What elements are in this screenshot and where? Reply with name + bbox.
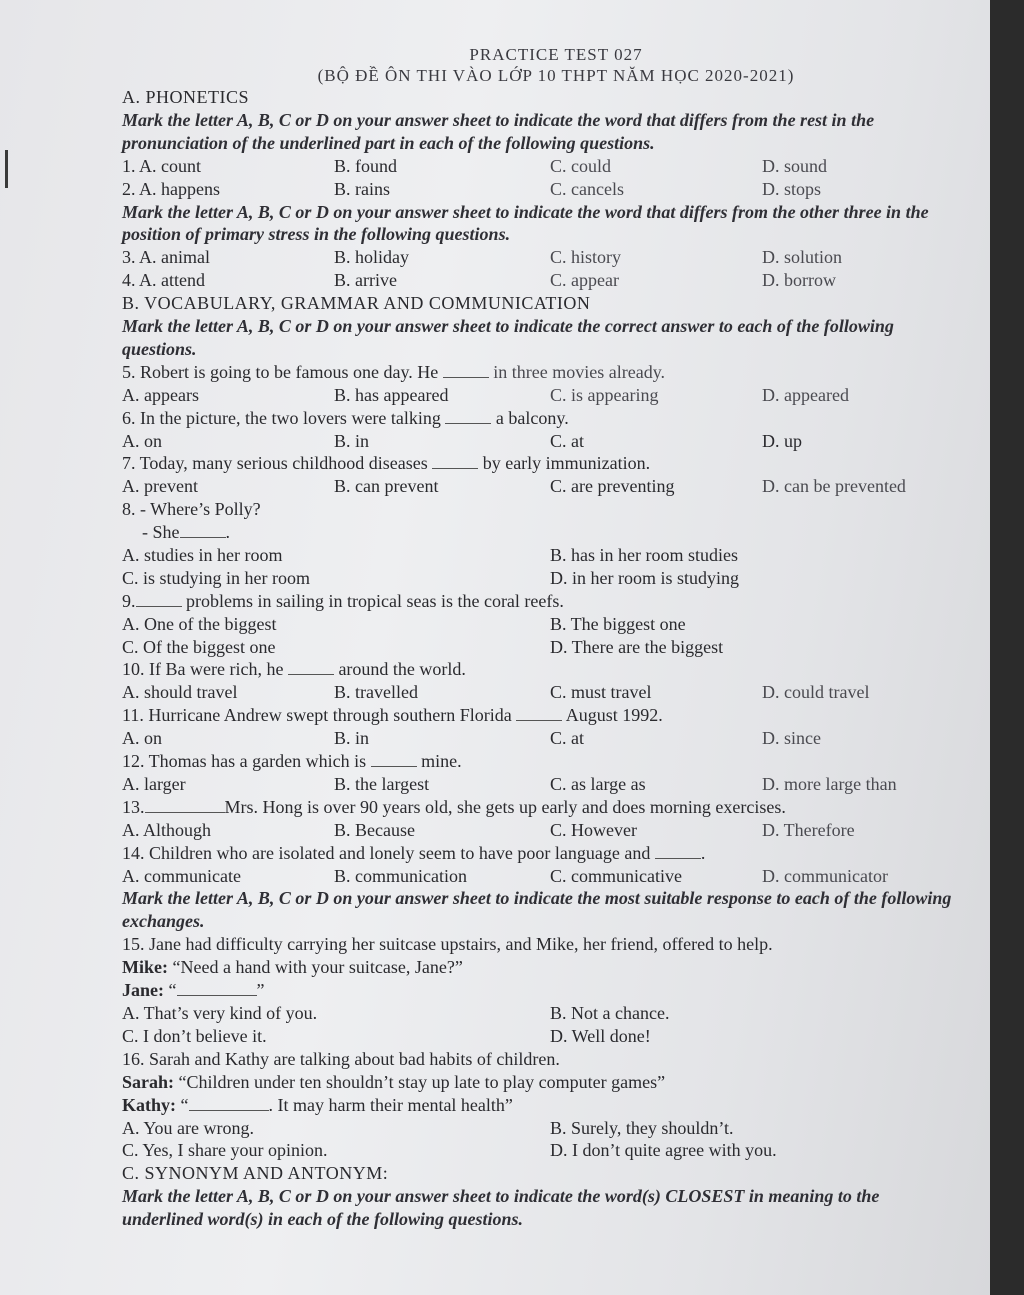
option-b: B. can prevent [334,476,439,497]
option-c: C. must travel [550,682,652,703]
question-row [122,636,960,659]
answer-blank [445,409,491,424]
question-row [122,178,960,201]
text-span: 12. Thomas has a garden which is [122,751,367,772]
option-c: C. cancels [550,178,624,199]
option-d: D. since [762,728,821,749]
question-stem [122,796,960,819]
answer-blank [432,454,478,469]
answer-blank [180,523,226,538]
dialogue-line [122,979,960,1002]
question-stem [122,361,960,384]
text-span: by early immunization. [482,453,651,474]
option-c: C. at [550,728,584,749]
option-c: C. is appearing [550,384,659,405]
text-span: 10. If Ba were rich, he [122,659,284,680]
text-span: Mike: [122,957,168,978]
text-span: 14. Children who are isolated and lonely seem to have poor language and [122,842,651,863]
option-d: D. sound [762,155,828,176]
page-edge-mark [5,150,8,188]
option-b: B. has in her room studies [550,545,738,566]
option-d: D. Therefore [762,819,855,840]
text-span: “Children under ten shouldn’t stay up late to play computer games” [178,1071,666,1092]
option-b: B. in [334,728,370,749]
option-a: A. communicate [122,865,241,886]
answer-blank [371,752,417,767]
question-row [122,681,960,704]
answer-blank [443,363,489,378]
question-row [122,269,960,292]
question-stem: 15. Jane had difficulty carrying her suitcase upstairs, and Mike, her friend, offered to help. [122,934,773,955]
option-b: B. Not a chance. [550,1003,670,1023]
question-stem [122,704,960,727]
question-row [122,819,960,842]
option-b: B. arrive [334,270,397,291]
question-row [122,567,960,590]
text-span: 7. Today, many serious childhood diseases [122,453,428,474]
option-a: A. One of the biggest [122,613,277,634]
text-span: “ [180,1094,189,1115]
test-subtitle: (BỘ ĐỀ ÔN THI VÀO LỚP 10 THPT NĂM HỌC 2020-2021) [317,66,795,85]
option-a: A. That’s very kind of you. [122,1003,318,1023]
question-stem: 16. Sarah and Kathy are talking about bad habits of children. [122,1048,560,1069]
option-c: C. communicative [550,865,682,886]
question-row [122,1025,960,1048]
question-stem: 8. - Where’s Polly? [122,499,261,520]
text-span: . [700,842,706,863]
text-span: August 1992. [565,705,663,726]
text-span: problems in sailing in tropical seas is the coral reefs. [186,590,564,611]
answer-blank [655,844,701,859]
text-span: - She [142,522,180,543]
instruction-pronunciation: Mark the letter A, B, C or D on your answer sheet to indicate the word that differs from the rest in the pronunciation of the underlined part in each of the following questions. [122,109,875,153]
instruction-response: Mark the letter A, B, C or D on your answer sheet to indicate the most suitable response to each of the following exchanges. [122,888,952,932]
instruction-correct-answer: Mark the letter A, B, C or D on your answer sheet to indicate the correct answer to each of the following questions. [122,316,894,359]
option-a: 3. A. animal [122,247,210,268]
option-a: 1. A. count [122,155,201,176]
question-row [122,544,960,567]
option-c: C. is studying in her room [122,567,310,588]
answer-blank [177,981,257,996]
option-d: D. solution [762,247,843,268]
option-a: A. studies in her room [122,545,283,566]
option-a: A. Although [122,819,212,840]
text-span: 13. [122,796,145,817]
option-b: B. travelled [334,682,418,703]
text-span: “ [168,980,177,1001]
text-span: 11. Hurricane Andrew swept through southern Florida [122,705,512,726]
option-d: D. in her room is studying [550,567,739,588]
text-span: Jane: [122,980,164,1001]
section-c-heading: C. SYNONYM AND ANTONYM: [122,1163,389,1184]
question-stem [122,590,960,613]
instruction-synonym: Mark the letter A, B, C or D on your answer sheet to indicate the word(s) CLOSEST in meaning to the underlined word(s) in each of the following questions. [122,1186,880,1230]
dialogue-line [122,956,960,979]
text-span: around the world. [338,659,466,680]
text-span: Kathy: [122,1094,176,1115]
option-d: D. communicator [762,865,888,886]
question-row [122,1117,960,1140]
answer-blank [145,798,225,813]
answer-blank [516,706,562,721]
option-b: B. Surely, they shouldn’t. [550,1117,734,1138]
question-row [122,1002,960,1025]
question-row [122,1139,960,1162]
option-b: B. The biggest one [550,613,686,634]
option-d: D. could travel [762,682,870,703]
option-c: C. However [550,819,637,840]
option-b: B. holiday [334,247,409,268]
option-b: B. has appeared [334,384,449,405]
question-row [122,155,960,178]
option-c: C. could [550,155,611,176]
text-span: mine. [421,751,462,772]
question-stem [122,407,960,430]
question-row [122,246,960,269]
question-stem [122,842,960,865]
option-a: 4. A. attend [122,270,205,291]
answer-blank [288,660,334,675]
text-span: Mrs. Hong is over 90 years old, she gets up early and does morning exercises. [224,796,786,817]
section-a-heading: A. PHONETICS [122,87,250,107]
question-stem [122,658,960,681]
text-span: Sarah: [122,1071,175,1092]
answer-blank [189,1096,269,1111]
option-b: B. communication [334,865,467,886]
question-row [122,773,960,796]
question-row [122,865,960,888]
option-a: A. larger [122,773,186,794]
option-b: B. in [334,430,370,451]
text-span: 9. [122,590,136,611]
option-c: C. Of the biggest one [122,636,276,657]
text-span: “Need a hand with your suitcase, Jane?” [172,957,463,978]
option-c: C. as large as [550,773,646,794]
option-a: A. prevent [122,476,198,497]
option-c: C. at [550,430,584,451]
dialogue-line [122,1094,960,1117]
option-a: A. on [122,430,162,451]
option-c: C. history [550,247,622,268]
option-d: D. stops [762,178,822,199]
text-span: . [225,522,230,543]
question-stem [122,452,960,475]
option-a: A. on [122,728,162,749]
text-span: in three movies already. [493,361,666,382]
text-span: ” [256,980,265,1001]
question-row [122,475,960,498]
question-row [122,384,960,407]
option-d: D. I don’t quite agree with you. [550,1140,777,1161]
question-row [122,727,960,750]
option-d: D. more large than [762,773,897,794]
option-d: D. Well done! [550,1025,651,1046]
text-span: 6. In the picture, the two lovers were talking [122,407,441,428]
option-d: D. borrow [762,270,836,291]
instruction-stress: Mark the letter A, B, C or D on your answer sheet to indicate the word that differs from the other three in the position of primary stress in the following questions. [122,201,929,245]
option-a: A. should travel [122,682,238,703]
test-title: PRACTICE TEST 027 [469,45,643,64]
question-row [122,613,960,636]
option-b: B. rains [334,178,390,199]
dialogue-line [122,1071,960,1094]
option-a: A. You are wrong. [122,1117,254,1138]
option-d: D. up [762,430,802,451]
question-stem [122,750,960,773]
option-b: B. Because [334,819,415,840]
section-b-heading: B. VOCABULARY, GRAMMAR AND COMMUNICATION [122,293,591,314]
question-stem [122,521,960,544]
option-d: D. can be prevented [762,476,906,497]
text-span: 5. Robert is going to be famous one day. He [122,361,439,382]
option-c: C. appear [550,270,619,291]
option-b: B. the largest [334,773,430,794]
option-a: A. appears [122,384,199,405]
option-c: C. Yes, I share your opinion. [122,1140,328,1161]
option-d: D. appeared [762,384,849,405]
option-c: C. I don’t believe it. [122,1025,267,1046]
option-d: D. There are the biggest [550,636,724,657]
option-b: B. found [334,155,397,176]
text-span: a balcony. [495,407,569,428]
question-row [122,430,960,453]
text-span: . It may harm their mental health” [268,1094,513,1115]
answer-blank [136,592,182,607]
option-a: 2. A. happens [122,178,220,199]
option-c: C. are preventing [550,476,675,497]
